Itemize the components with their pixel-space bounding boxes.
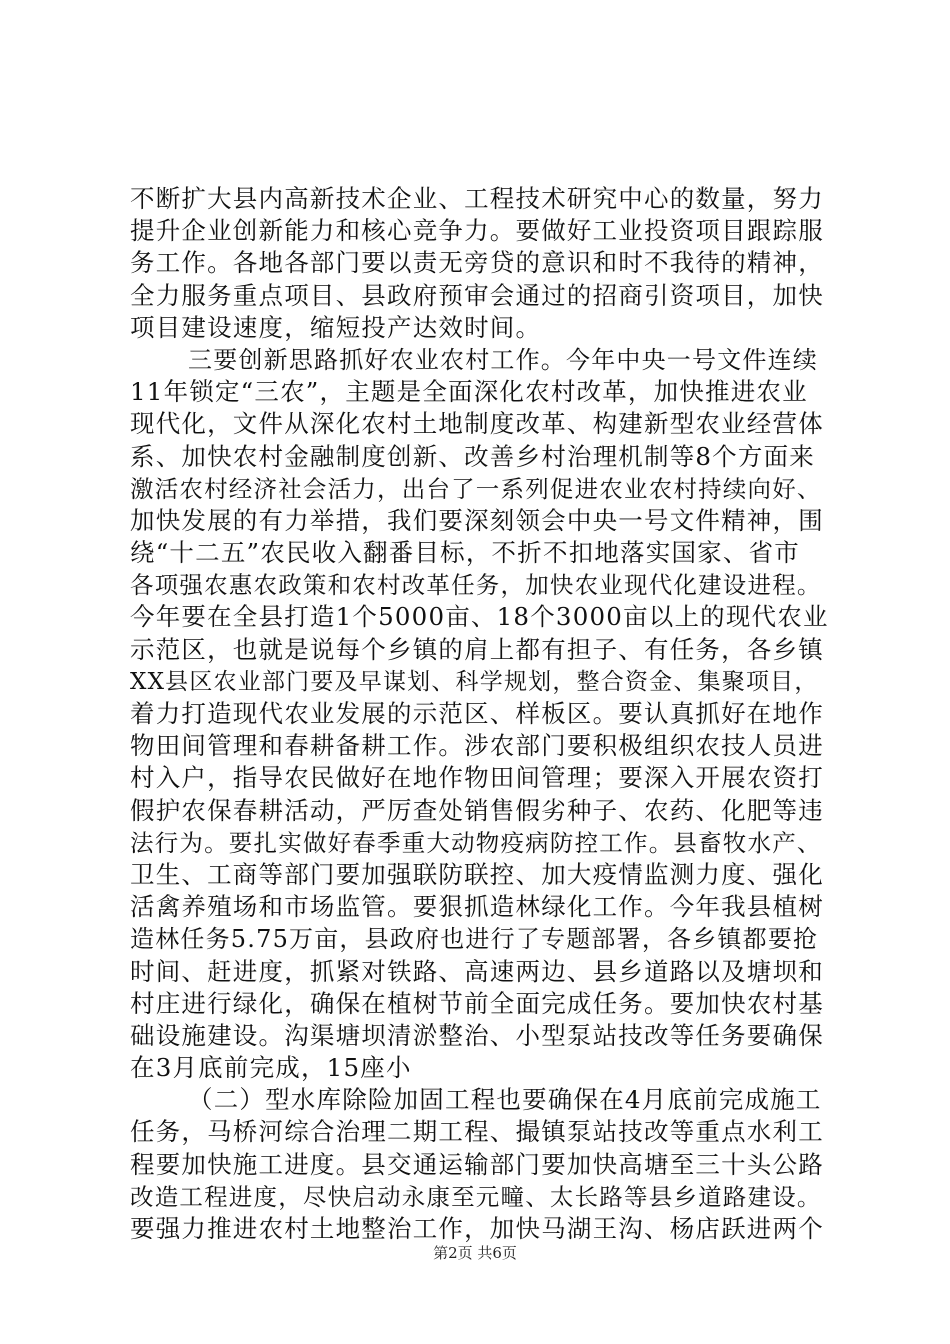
text-line: 时间、赶进度，抓紧对铁路、高速两边、县乡道路以及塘坝和 (130, 956, 824, 986)
text-line: 现代化，文件从深化农村土地制度改革、构建新型农业经营体 (130, 409, 824, 439)
paragraph-start-line: 三要创新思路抓好农业农村工作。今年中央一号文件连续 (188, 345, 818, 374)
text-line: XX县区农业部门要及早谋划、科学规划，整合资金、集聚项目， (130, 668, 819, 695)
text-line: 法行为。要扎实做好春季重大动物疫病防控工作。县畜牧水产、 (130, 828, 822, 857)
text-line: 务工作。各地各部门要以责无旁贷的意识和时不我待的精神， (130, 248, 824, 278)
text-line: 着力打造现代农业发展的示范区、样板区。要认真抓好在地作 (130, 699, 824, 728)
text-line: 项目建设速度，缩短投产达效时间。 (130, 312, 542, 342)
text-line: 加快发展的有力举措，我们要深刻领会中央一号文件精神，围 (130, 505, 824, 535)
text-line: 激活农村经济社会活力，出台了一系列促进农业农村持续向好、 (130, 474, 822, 503)
text-line: 不断扩大县内高新技术企业、工程技术研究中心的数量，努力 (130, 184, 824, 213)
text-line: 各项强农惠农政策和农村改革任务，加快农业现代化建设进程。 (130, 571, 822, 600)
text-line: 卫生、工商等部门要加强联防联控、加大疫情监测力度、强化 (130, 859, 824, 889)
text-line: 示范区，也就是说每个乡镇的肩上都有担子、有任务，各乡镇 (130, 634, 824, 664)
text-line: 要强力推进农村土地整治工作，加快马湖王沟、杨店跃进两个 (130, 1214, 824, 1243)
document-body (130, 183, 830, 1245)
paragraph-start-line: （二）型水库除险加固工程也要确保在4月底前完成施工 (188, 1085, 822, 1115)
text-line: 础设施建设。沟渠塘坝清淤整治、小型泵站技改等任务要确保 (130, 1020, 824, 1050)
text-line: 程要加快施工进度。县交通运输部门要加快高塘至三十头公路 (130, 1149, 824, 1179)
text-line: 村庄进行绿化，确保在植树节前全面完成任务。要加快农村基 (130, 988, 824, 1018)
text-line: 村入户，指导农民做好在地作物田间管理；要深入开展农资打 (130, 763, 824, 793)
page-number-footer: 第2页 共6页 (433, 1244, 517, 1262)
text-line: 活禽养殖场和市场监管。要狠抓造林绿化工作。今年我县植树 (130, 892, 824, 922)
text-line: 物田间管理和春耕备耕工作。涉农部门要积极组织农技人员进 (130, 731, 824, 761)
text-line: 11年锁定“三农”，主题是全面深化农村改革，加快推进农业 (130, 377, 808, 407)
text-line: 系、加快农村金融制度创新、改善乡村治理机制等8个方面来 (130, 441, 815, 471)
text-line: 假护农保春耕活动，严厉查处销售假劣种子、农药、化肥等违 (130, 795, 824, 825)
text-line: 提升企业创新能力和核心竞争力。要做好工业投资项目跟踪服 (130, 216, 824, 246)
text-line: 造林任务5.75万亩，县政府也进行了专题部署，各乡镇都要抢 (130, 925, 819, 954)
text-line: 全力服务重点项目、县政府预审会通过的招商引资项目，加快 (130, 280, 824, 310)
text-line: 今年要在全县打造1个5000亩、18个3000亩以上的现代农业 (130, 602, 829, 632)
text-line: 改造工程进度，尽快启动永康至元疃、太长路等县乡道路建设。 (130, 1182, 822, 1211)
text-line: 绕“十二五”农民收入翻番目标，不折不扣地落实国家、省市 (130, 538, 800, 568)
text-line: 任务，马桥河综合治理二期工程、撮镇泵站技改等重点水利工 (130, 1117, 824, 1147)
text-line: 在3月底前完成，15座小 (130, 1053, 412, 1083)
